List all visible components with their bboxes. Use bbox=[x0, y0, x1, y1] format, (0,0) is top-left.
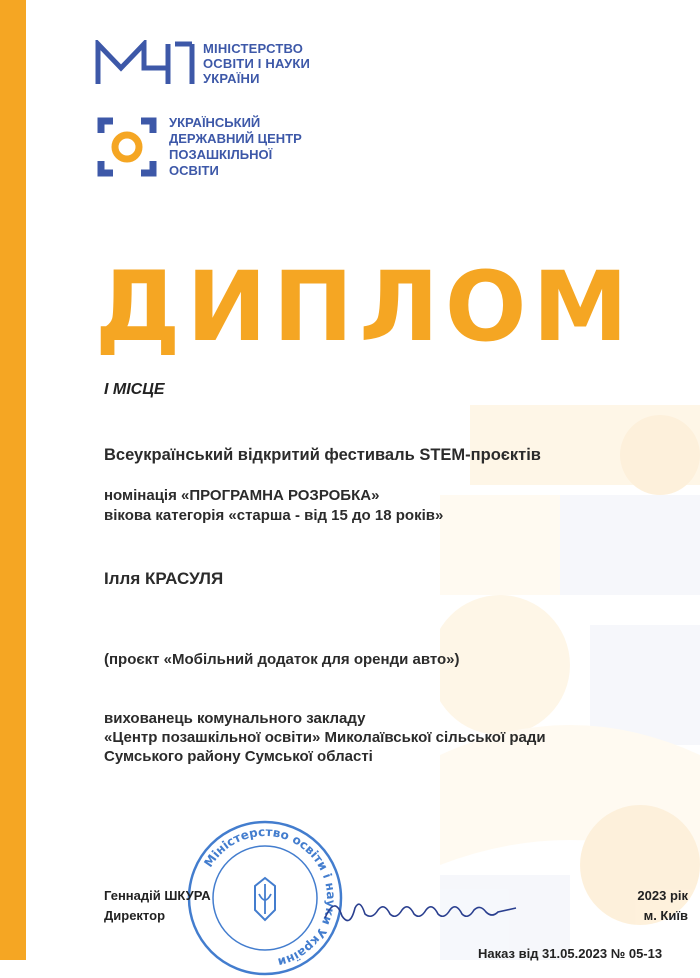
ministry-logo bbox=[95, 40, 310, 86]
place-label: І МІСЦЕ bbox=[104, 381, 165, 398]
signatory-name: Геннадій ШКУРА bbox=[104, 888, 211, 903]
nomination: номінація «ПРОГРАМНА РОЗРОБКА» bbox=[104, 487, 380, 504]
mon-logo-icon bbox=[95, 40, 195, 86]
issue-city: м. Київ bbox=[643, 908, 688, 923]
center-name: УКРАЇНСЬКИЙ ДЕРЖАВНИЙ ЦЕНТР ПОЗАШКІЛЬНОЇ ОСВІТИ bbox=[169, 115, 302, 178]
institution-line: вихованець комунального закладу bbox=[104, 710, 366, 727]
project-title: (проєкт «Мобільний додаток для оренди авто») bbox=[104, 651, 460, 668]
diploma-title: ДИПЛОМ bbox=[95, 251, 635, 363]
ministry-name: МІНІСТЕРСТВО ОСВІТИ І НАУКИ УКРАЇНИ bbox=[203, 40, 311, 86]
left-accent-bar bbox=[0, 0, 26, 960]
institution-line: Сумського району Сумської області bbox=[104, 748, 373, 765]
order-reference: Наказ від 31.05.2023 № 05-13 bbox=[478, 946, 663, 961]
festival-name: Всеукраїнський відкритий фестиваль STEM-проєктів bbox=[104, 446, 541, 464]
center-logo bbox=[97, 115, 302, 179]
issue-year: 2023 рік bbox=[637, 888, 688, 903]
age-category: вікова категорія «старша - від 15 до 18 років» bbox=[104, 507, 444, 524]
signatory-role: Директор bbox=[104, 908, 166, 923]
center-logo-icon bbox=[97, 117, 157, 177]
decorative-pattern bbox=[440, 395, 700, 960]
svg-text:Міністерство освіти і науки Ук: Міністерство освіти і науки України bbox=[201, 824, 339, 970]
recipient-name: Ілля КРАСУЛЯ bbox=[104, 569, 224, 588]
signature bbox=[320, 890, 520, 930]
institution-line: «Центр позашкільної освіти» Миколаївської сільської ради bbox=[104, 729, 546, 746]
